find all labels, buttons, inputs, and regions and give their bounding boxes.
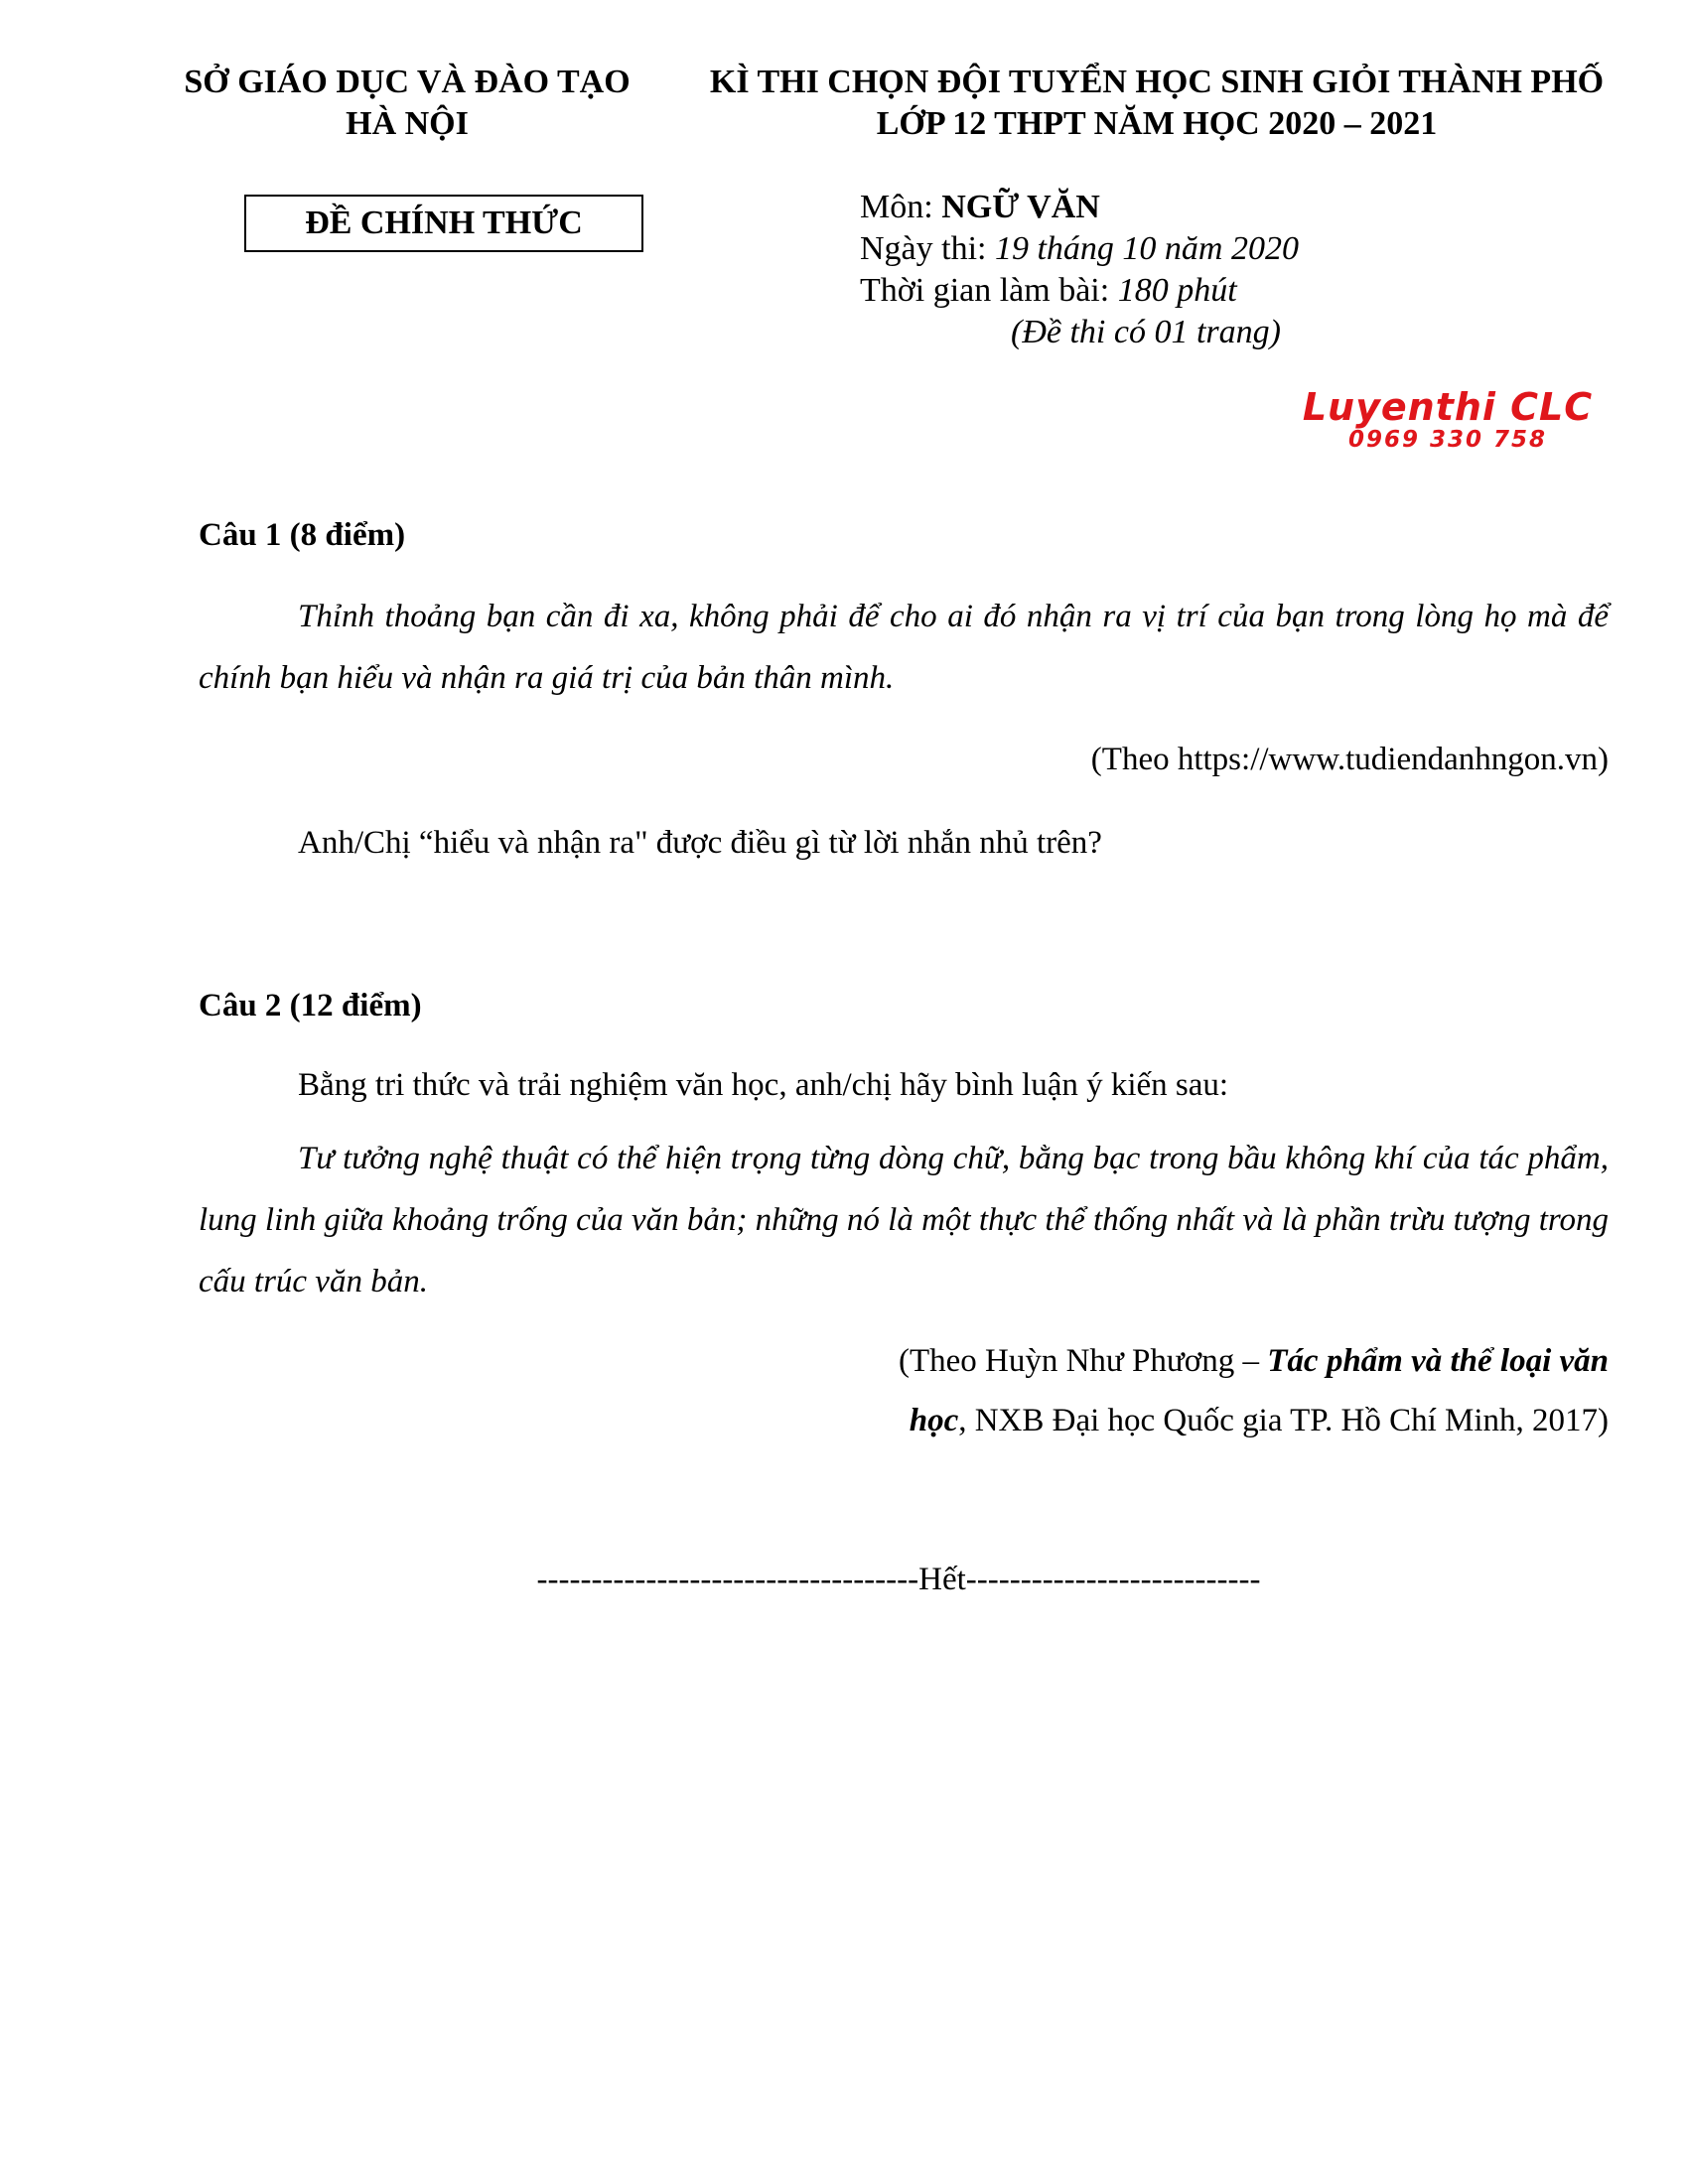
question2-heading: Câu 2 (12 điểm) <box>199 988 422 1024</box>
source-prefix: (Theo Huỳn Như Phương – <box>898 1343 1268 1379</box>
pages-note: (Đề thi có 01 trang) <box>1011 314 1281 350</box>
question1-source: (Theo https://www.tudiendanhngon.vn) <box>1090 742 1609 777</box>
date-value: 19 tháng 10 năm 2020 <box>994 230 1299 267</box>
duration-label: Thời gian làm bài: <box>860 272 1118 309</box>
exam-header <box>675 62 1638 145</box>
department-header <box>159 62 655 145</box>
city-name: HÀ NỘI <box>346 105 469 142</box>
department-name: SỞ GIÁO DỤC VÀ ĐÀO TẠO <box>184 64 631 100</box>
question1-heading: Câu 1 (8 điểm) <box>199 517 406 553</box>
date-line <box>860 228 1299 270</box>
question2-source-line1 <box>199 1330 1609 1392</box>
question2-quote: Tư tưởng nghệ thuật có thể hiện trọng từng dòng chữ, bằng bạc trong bầu không khí của tác phẩm, lung linh giữa khoảng trống của văn bản; những nó là một thực thể thống nhất và là phần trừu tượng trong cấu trúc văn bản. <box>199 1141 1609 1299</box>
subject-line <box>860 187 1100 228</box>
end-marker: -----------------------------------Hết--------------------------- <box>536 1562 1261 1597</box>
subject-label: Môn: <box>860 189 942 225</box>
logo-phone: 0969 330 758 <box>1347 427 1548 453</box>
source-title: Tác phẩm và thể loại văn <box>1267 1343 1609 1379</box>
question2-prompt: Bằng tri thức và trải nghiệm văn học, anh/chị hãy bình luận ý kiến sau: <box>298 1067 1229 1103</box>
question1-prompt: Anh/Chị “hiểu và nhận ra" được điều gì từ lời nhắn nhủ trên? <box>298 825 1102 861</box>
subject-value: NGỮ VĂN <box>941 189 1100 225</box>
duration-line <box>860 270 1237 312</box>
exam-subtitle: LỚP 12 THPT NĂM HỌC 2020 – 2021 <box>876 105 1438 142</box>
logo-name: Luyenthi CLC <box>1302 385 1594 429</box>
duration-value: 180 phút <box>1117 272 1237 309</box>
source-publisher: , NXB Đại học Quốc gia TP. Hồ Chí Minh, 2017) <box>958 1403 1609 1438</box>
luyenthi-logo <box>1289 387 1607 453</box>
official-exam-badge: ĐỀ CHÍNH THỨC <box>244 195 643 252</box>
exam-title: KÌ THI CHỌN ĐỘI TUYỂN HỌC SINH GIỎI THÀNH PHỐ <box>709 64 1605 100</box>
question2-source-line2 <box>199 1390 1609 1451</box>
date-label: Ngày thi: <box>860 230 995 267</box>
question1-quote: Thỉnh thoảng bạn cần đi xa, không phải để cho ai đó nhận ra vị trí của bạn trong lòng họ mà để chính bạn hiểu và nhận ra giá trị của bản thân mình. <box>199 599 1609 696</box>
source-title-end: học <box>909 1403 959 1438</box>
